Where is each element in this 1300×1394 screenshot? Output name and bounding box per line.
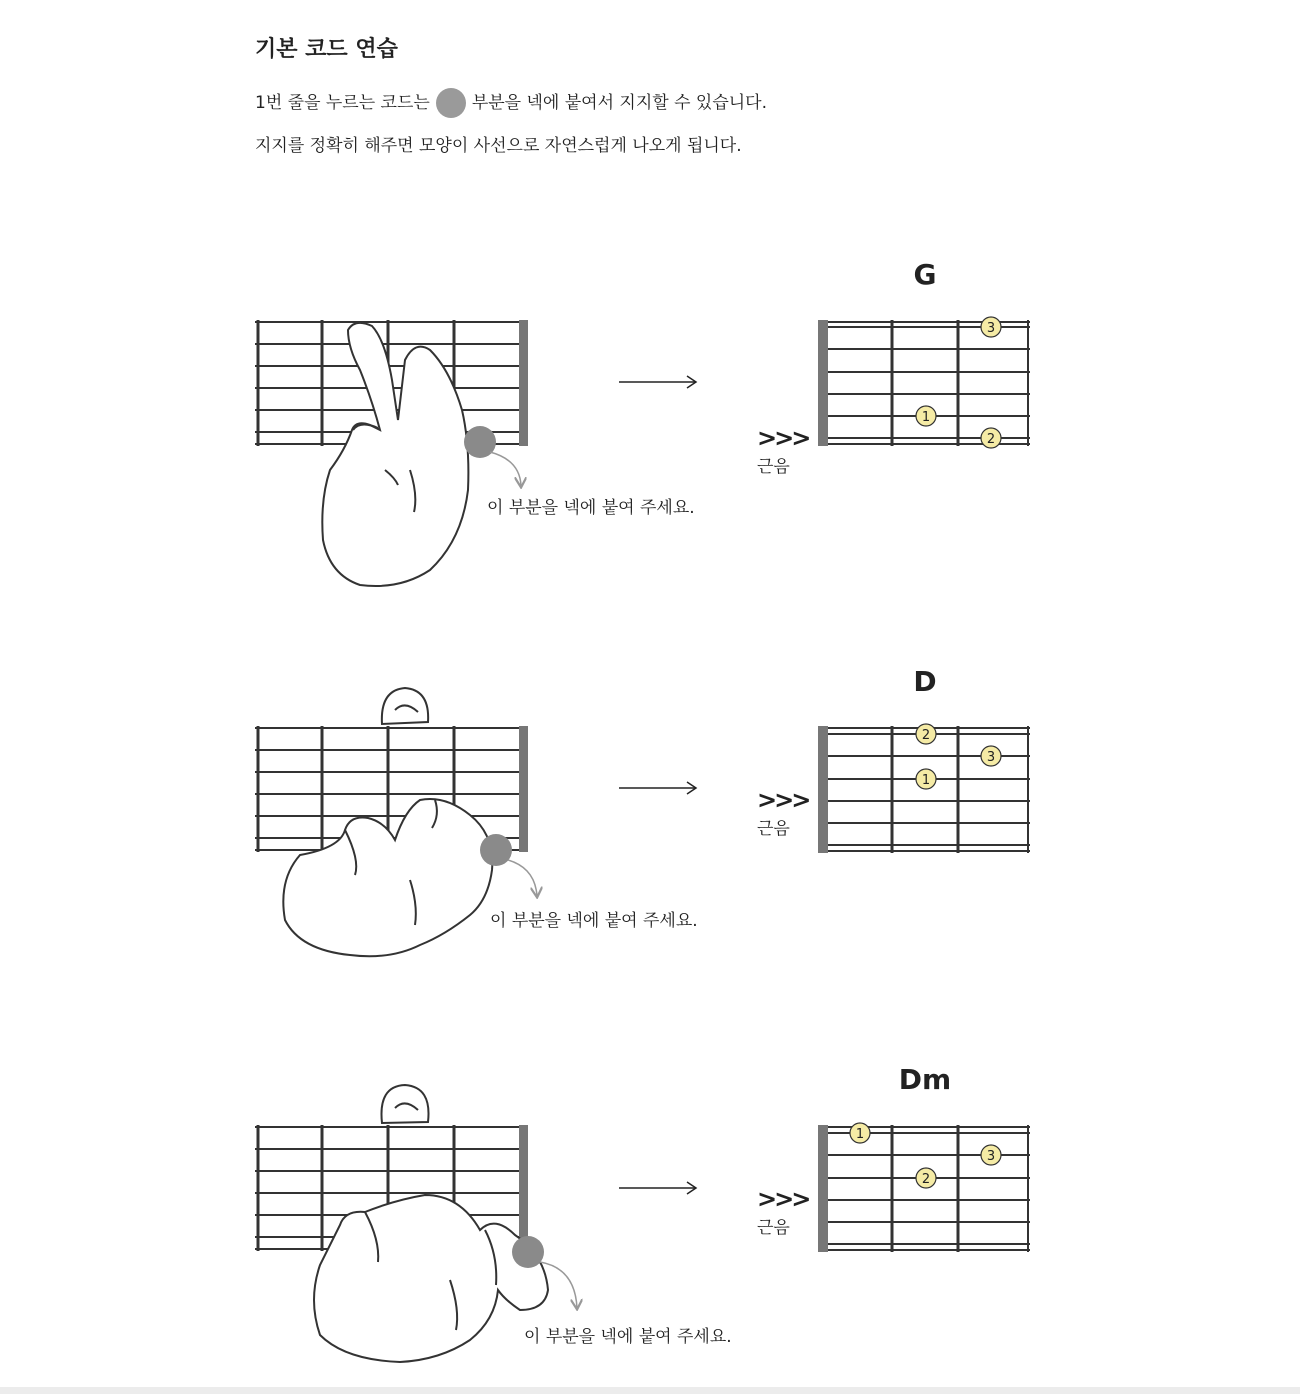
hand-illustration-dm: [314, 1195, 548, 1362]
intro-text-before: 1번 줄을 누르는 코드는: [255, 93, 430, 113]
finger-number: 3: [986, 321, 996, 336]
thumb-illustration-d: [382, 688, 428, 724]
hint-g: 이 부분을 넥에 붙여 주세요.: [487, 498, 695, 518]
root-arrows-icon: >>>: [757, 786, 809, 814]
chord-diagram-dm: [818, 1125, 1030, 1252]
root-arrows-icon: >>>: [757, 1185, 809, 1213]
chord-name-d: D: [913, 665, 937, 698]
chord-name-dm: Dm: [898, 1063, 952, 1096]
support-dot-d: [480, 834, 512, 866]
chord-diagram-d: [818, 726, 1030, 853]
chord-name-g: G: [913, 258, 937, 291]
finger-number: 2: [921, 728, 931, 743]
finger-number: 3: [986, 1149, 996, 1164]
root-label: 근음: [757, 819, 790, 839]
support-dot-dm: [512, 1236, 544, 1268]
hint-dm: 이 부분을 넥에 붙여 주세요.: [524, 1327, 732, 1347]
chord-diagram-g: [818, 320, 1030, 446]
finger-number: 2: [986, 432, 996, 447]
finger-number: 2: [921, 1172, 931, 1187]
root-label: 근음: [757, 1218, 790, 1238]
intro-line-2: 지지를 정확히 해주면 모양이 사선으로 자연스럽게 나오게 됩니다.: [255, 136, 742, 156]
root-arrows-icon: >>>: [757, 424, 809, 452]
hint-d: 이 부분을 넥에 붙여 주세요.: [490, 911, 698, 931]
finger-number: 1: [921, 773, 931, 788]
finger-dots-layer: [850, 317, 1001, 1188]
finger-number: 1: [855, 1127, 865, 1142]
finger-number: 1: [921, 410, 931, 425]
hand-illustration-g: [322, 323, 468, 586]
finger-number: 3: [986, 750, 996, 765]
bottom-edge: [0, 1387, 1300, 1394]
thumb-illustration-dm: [381, 1085, 428, 1123]
support-dot-g: [464, 426, 496, 458]
hint-arrow-d: [508, 860, 537, 896]
intro-text-after: 부분을 넥에 붙여서 지지할 수 있습니다.: [471, 93, 768, 113]
page-title: 기본 코드 연습: [255, 37, 398, 62]
hint-arrow-g: [490, 452, 521, 486]
root-label: 근음: [757, 457, 790, 477]
